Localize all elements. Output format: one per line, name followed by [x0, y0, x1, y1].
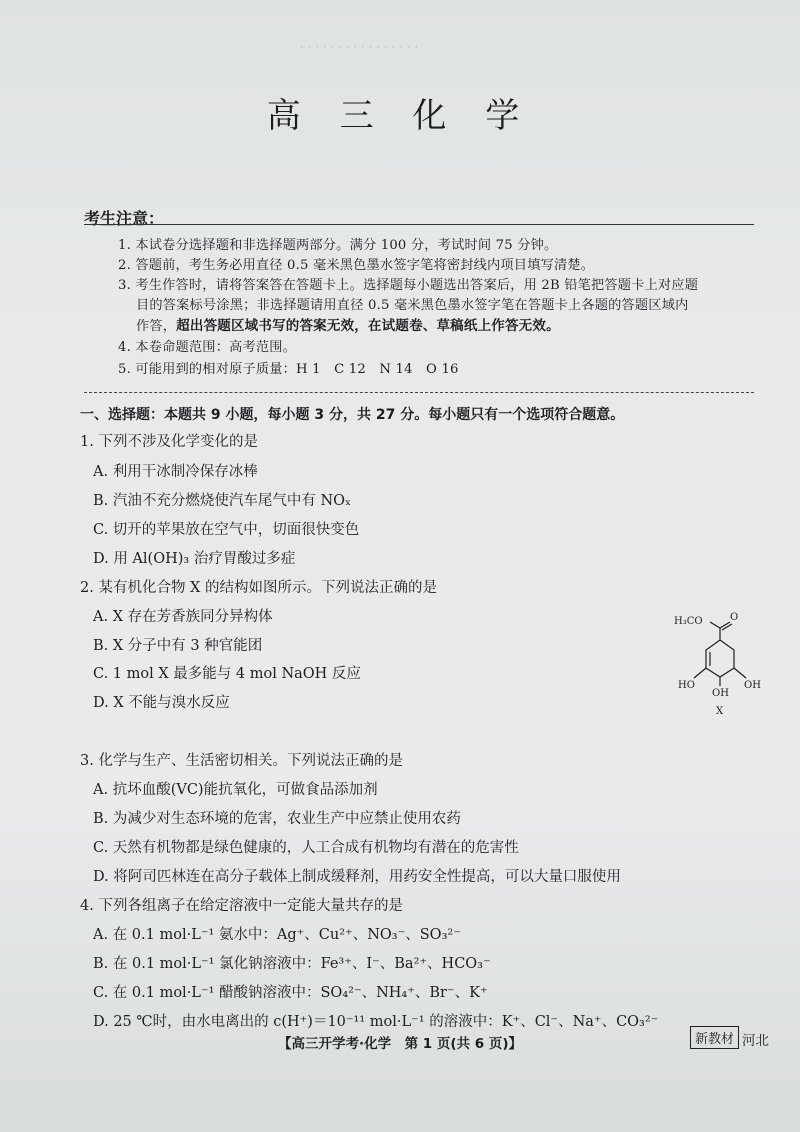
oh-mid-label: OH — [712, 688, 729, 699]
question-3-option-a: A. 抗坏血酸(VC)能抗氧化，可做食品添加剂 — [93, 782, 378, 798]
oh-left-label: HO — [678, 680, 695, 691]
carbonyl-bond — [720, 622, 730, 628]
notice-item-1: 1. 本试卷分选择题和非选择题两部分。满分 100 分，考试时间 75 分钟。 — [118, 238, 558, 253]
bleed-through-text: · · · · · · · · · · · · · · · · — [300, 40, 419, 54]
question-4-option-c: C. 在 0.1 mol·L⁻¹ 醋酸钠溶液中：SO₄²⁻、NH₄⁺、Br⁻、K⁺ — [93, 985, 488, 1001]
page-title: 高 三 化 学 — [266, 96, 534, 136]
question-3-option-c: C. 天然有机物都是绿色健康的，人工合成有机物均有潜在的危害性 — [93, 840, 519, 856]
notice-bottom-rule — [84, 392, 754, 393]
question-2-option-b: B. X 分子中有 3 种官能团 — [93, 638, 263, 654]
question-1-stem: 1. 下列不涉及化学变化的是 — [80, 434, 258, 450]
notice-item-3-prefix: 作答， — [136, 319, 177, 334]
question-1-option-d: D. 用 Al(OH)₃ 治疗胃酸过多症 — [93, 551, 296, 567]
question-4-option-d: D. 25 ℃时，由水电离出的 c(H⁺)＝10⁻¹¹ mol·L⁻¹ 的溶液中：K⁺、Cl⁻、Na⁺、CO₃²⁻ — [93, 1014, 659, 1030]
notice-top-rule — [84, 224, 754, 225]
molecule-bonds — [694, 622, 746, 686]
question-4-stem: 4. 下列各组离子在给定溶液中一定能大量共存的是 — [80, 898, 403, 914]
question-1-option-b: B. 汽油不充分燃烧使汽车尾气中有 NOₓ — [93, 493, 352, 509]
molecule-label: X — [716, 706, 724, 717]
oh-left-bond — [694, 668, 706, 678]
notice-item-3-end — [136, 314, 560, 334]
notice-item-4: 4. 本卷命题范围：高考范围。 — [118, 340, 297, 355]
question-4-option-a: A. 在 0.1 mol·L⁻¹ 氨水中：Ag⁺、Cu²⁺、NO₃⁻、SO₃²⁻ — [93, 927, 461, 943]
question-2-option-c: C. 1 mol X 最多能与 4 mol NaOH 反应 — [93, 666, 361, 682]
region-label: 河北 — [742, 1033, 769, 1049]
notice-item-5: 5. 可能用到的相对原子质量：H 1 C 12 N 14 O 16 — [118, 362, 459, 377]
notice-bold-warning: 超出答题区域书写的答案无效，在试题卷、草稿纸上作答无效。 — [176, 318, 560, 334]
carbonyl-double — [722, 624, 732, 630]
question-1-option-c: C. 切开的苹果放在空气中，切面很快变色 — [93, 522, 360, 538]
oh-right-bond — [734, 668, 746, 678]
question-4-option-b: B. 在 0.1 mol·L⁻¹ 氯化钠溶液中：Fe³⁺、I⁻、Ba²⁺、HCO₃⁻ — [93, 956, 491, 972]
notice-item-3: 3. 考生作答时，请将答案答在答题卡上。选择题每小题选出答案后，用 2B 铅笔把答题卡上对应题 — [118, 278, 699, 293]
section-heading: 一、选择题：本题共 9 小题，每小题 3 分，共 27 分。每小题只有一个选项符合题意。 — [80, 407, 625, 423]
question-3-option-b: B. 为减少对生态环境的危害，农业生产中应禁止使用农药 — [93, 811, 461, 827]
molecule-x-structure — [672, 610, 772, 722]
notice-item-2: 2. 答题前，考生务必用直径 0.5 毫米黑色墨水签字笔将密封线内项目填写清楚。 — [118, 258, 595, 273]
question-3-stem: 3. 化学与生产、生活密切相关。下列说法正确的是 — [80, 753, 403, 769]
question-2-option-a: A. X 存在芳香族同分异构体 — [93, 609, 273, 625]
new-textbook-badge: 新教材 — [690, 1026, 739, 1049]
question-3-option-d: D. 将阿司匹林连在高分子载体上制成缓释剂，用药安全性提高，可以大量口服使用 — [93, 869, 621, 885]
notice-heading: 考生注意： — [84, 209, 165, 228]
carbonyl-o-label: O — [730, 612, 739, 623]
page-footer: 【高三开学考·化学 第 1 页(共 6 页)】 — [277, 1036, 523, 1052]
oh-right-label: OH — [744, 680, 761, 691]
ester-group-label: H₃CO — [674, 616, 703, 627]
question-2-option-d: D. X 不能与溴水反应 — [93, 695, 230, 711]
notice-item-3-cont: 目的答案标号涂黑；非选择题请用直径 0.5 毫米黑色墨水签字笔在答题卡上各题的答题区域内 — [136, 298, 689, 313]
question-1-option-a: A. 利用干冰制冷保存冰棒 — [93, 464, 258, 480]
ester-o-bond — [710, 622, 720, 628]
question-2-stem: 2. 某有机化合物 X 的结构如图所示。下列说法正确的是 — [80, 580, 437, 596]
